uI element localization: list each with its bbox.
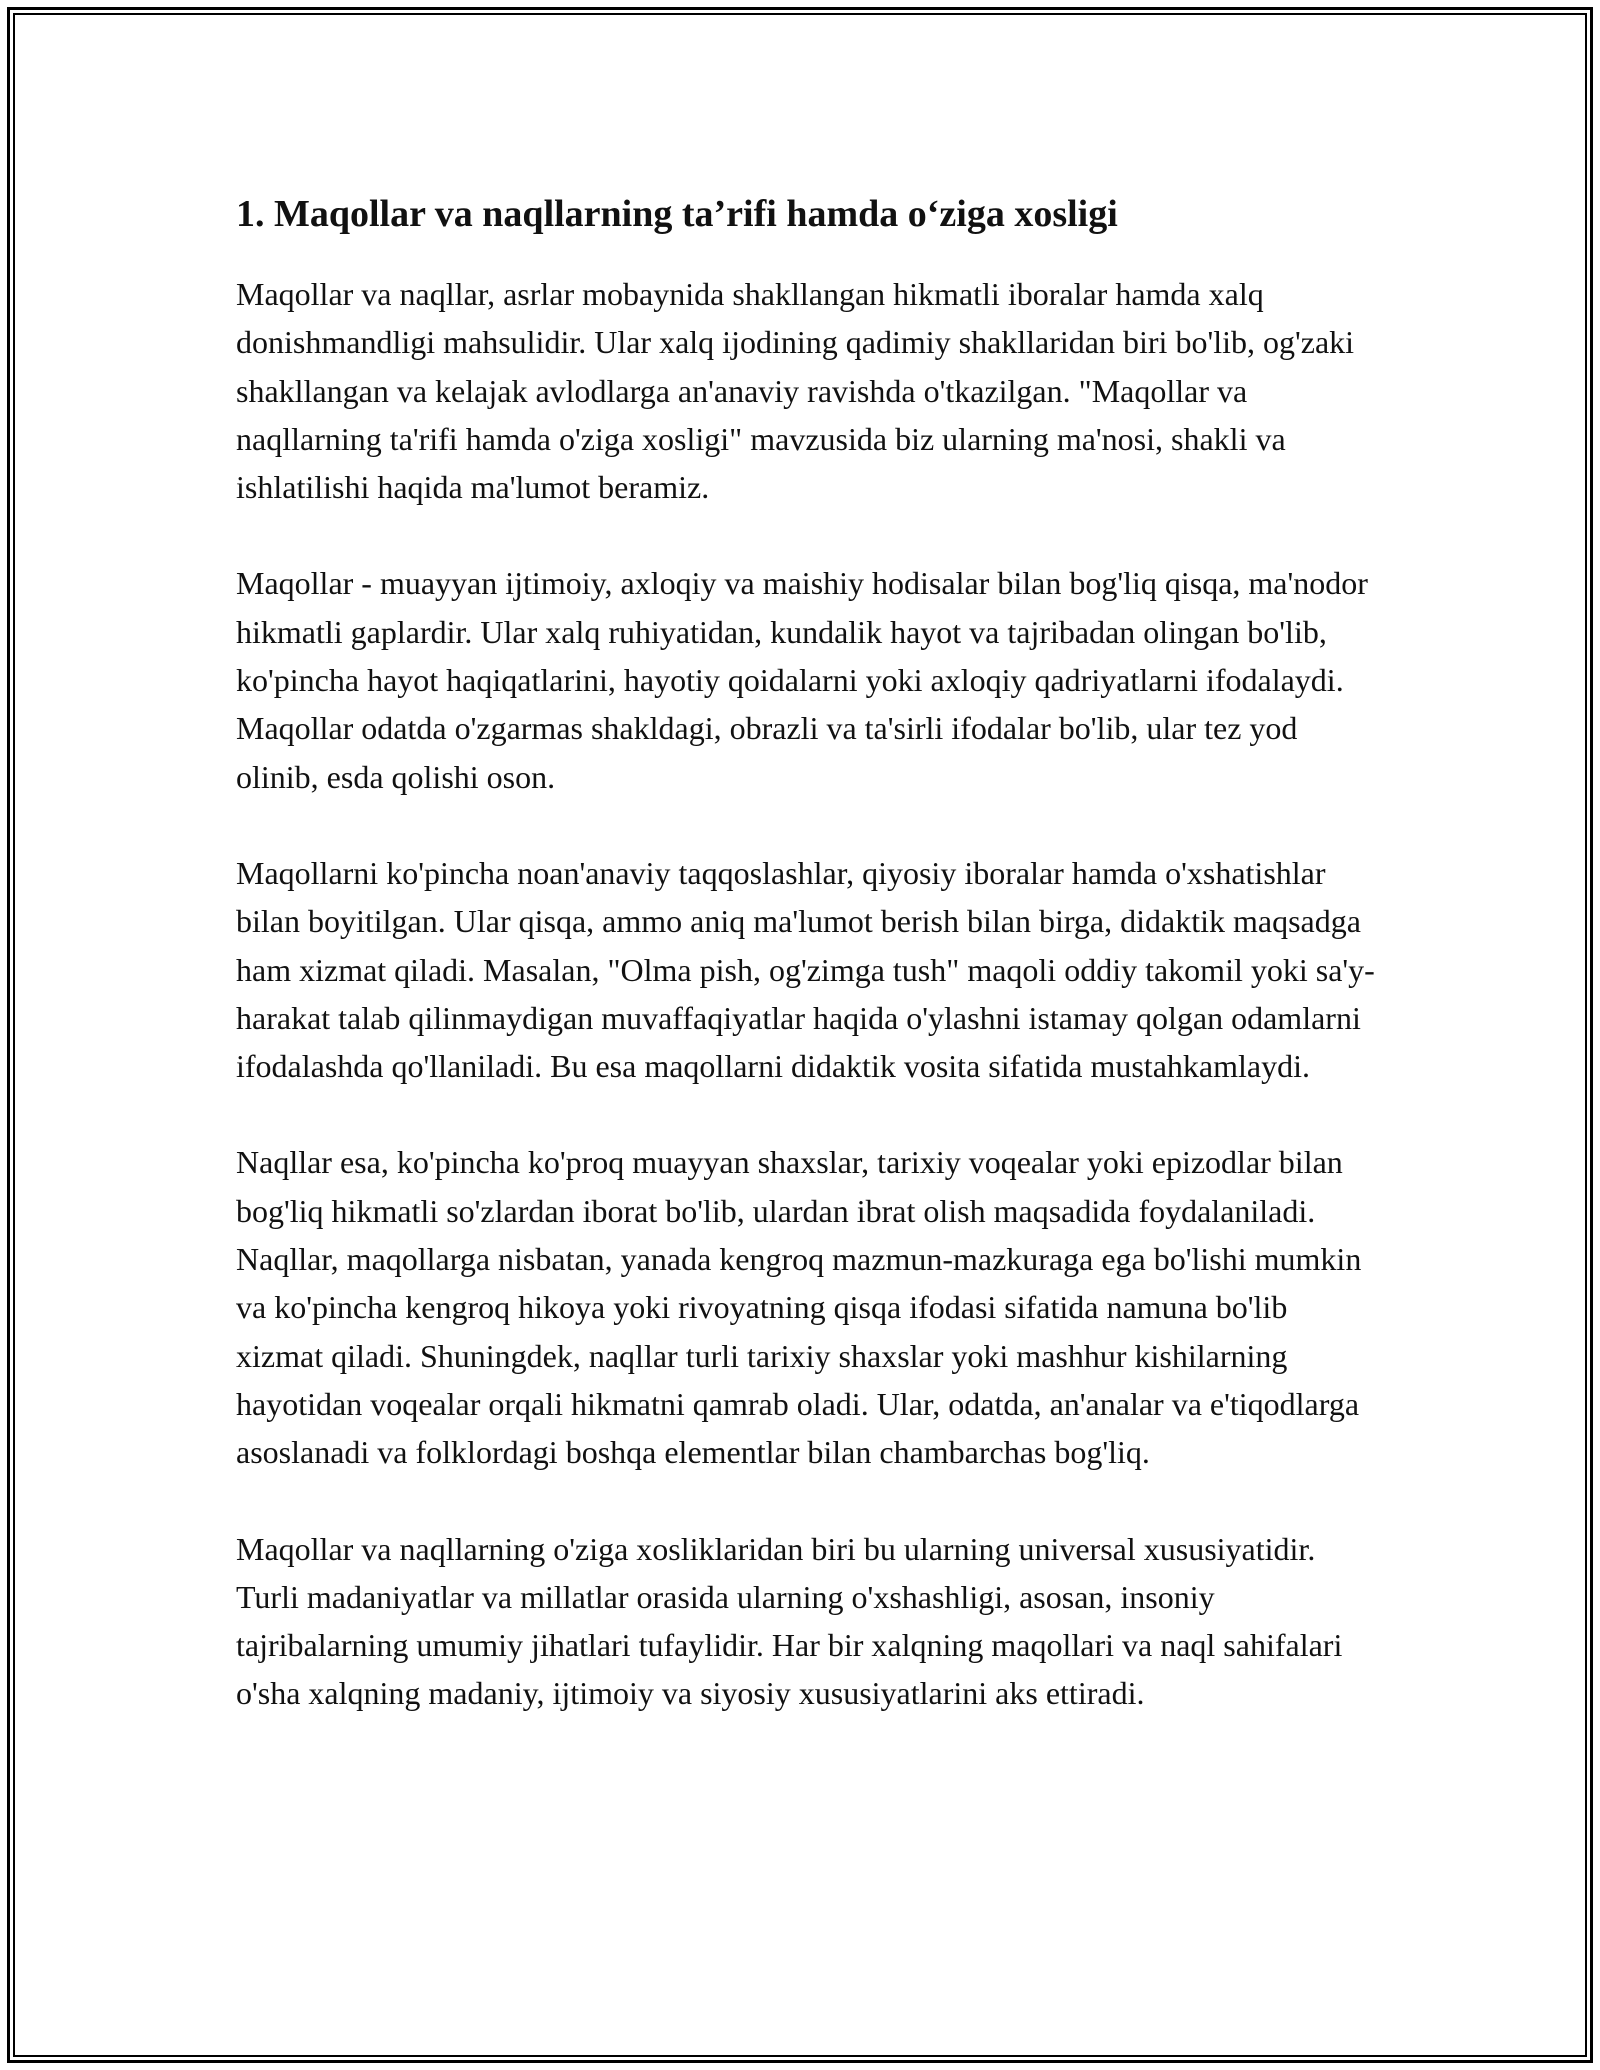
document-body — [236, 184, 1376, 1718]
paragraph-maqollar-definition: Maqollar - muayyan ijtimoiy, axloqiy va maishiy hodisalar bilan bog'liq qisqa, ma'nodor hikmatli gaplardir. Ular xalq ruhiyatidan, kundalik hayot va tajribadan olingan bo'lib, ko'pincha hayot haqiqatlarini, hayotiy qoidalarni yoki axloqiy qadriyatlarni ifodalaydi. Maqollar odatda o'zgarmas shakldagi, obrazli va ta'sirli ifodalar bo'lib, ular tez yod olinib, esda qolishi oson. — [236, 565, 1368, 795]
paragraph-universality: Maqollar va naqllarning o'ziga xosliklaridan biri bu ularning universal xususiyatidir. Turli madaniyatlar va millatlar orasida ularning o'xshashligi, asosan, insoniy tajribalarning umumiy jihatlari tufaylidir. Har bir xalqning maqollari va naql sahifalari o'sha xalqning madaniy, ijtimoiy va siyosiy xususiyatlarini aks ettiradi. — [236, 1530, 1343, 1712]
paragraph-maqollar-features: Maqollarni ko'pincha noan'anaviy taqqoslashlar, qiyosiy iboralar hamda o'xshatishlar bilan boyitilgan. Ular qisqa, ammo aniq ma'lumot berish bilan birga, didaktik maqsadga ham xizmat qiladi. Masalan, "Olma pish, og'zimga tush" maqoli oddiy takomil yoki sa'y-harakat talab qilinmaydigan muvaffaqiyatlar haqida o'ylashni istamay qolgan odamlarni ifodalashda qo'llaniladi. Bu esa maqollarni didaktik vosita sifatida mustahkamlaydi. — [236, 854, 1375, 1085]
paragraph-naqllar-definition: Naqllar esa, ko'pincha ko'proq muayyan shaxslar, tarixiy voqealar yoki epizodlar bilan bog'liq hikmatli so'zlardan iborat bo'lib, ulardan ibrat olish maqsadida foydalaniladi. Naqllar, maqollarga nisbatan, yanada kengroq mazmun-mazkuraga ega bo'lishi mumkin va ko'pincha kengroq hikoya yoki rivoyatning qisqa ifodasi sifatida namuna bo'lib xizmat qiladi. Shuningdek, naqllar turli tarixiy shaxslar yoki mashhur kishilarning hayotidan voqealar orqali hikmatni qamrab oladi. Ular, odatda, an'analar va e'tiqodlarga asoslanadi va folklordagi boshqa elementlar bilan chambarchas bog'liq. — [236, 1144, 1362, 1471]
section-heading: 1. Maqollar va naqllarning ta’rifi hamda o‘ziga xosligi — [236, 193, 1118, 235]
paragraph-intro: Maqollar va naqllar, asrlar mobaynida shakllangan hikmatli iboralar hamda xalq donishmandligi mahsulidir. Ular xalq ijodining qadimiy shakllaridan biri bo'lib, og'zaki shakllangan va kelajak avlodlarga an'anaviy ravishda o'tkazilgan. "Maqollar va naqllarning ta'rifi hamda o'ziga xosligi" mavzusida biz ularning ma'nosi, shakli va ishlatilishi haqida ma'lumot beramiz. — [236, 276, 1355, 506]
